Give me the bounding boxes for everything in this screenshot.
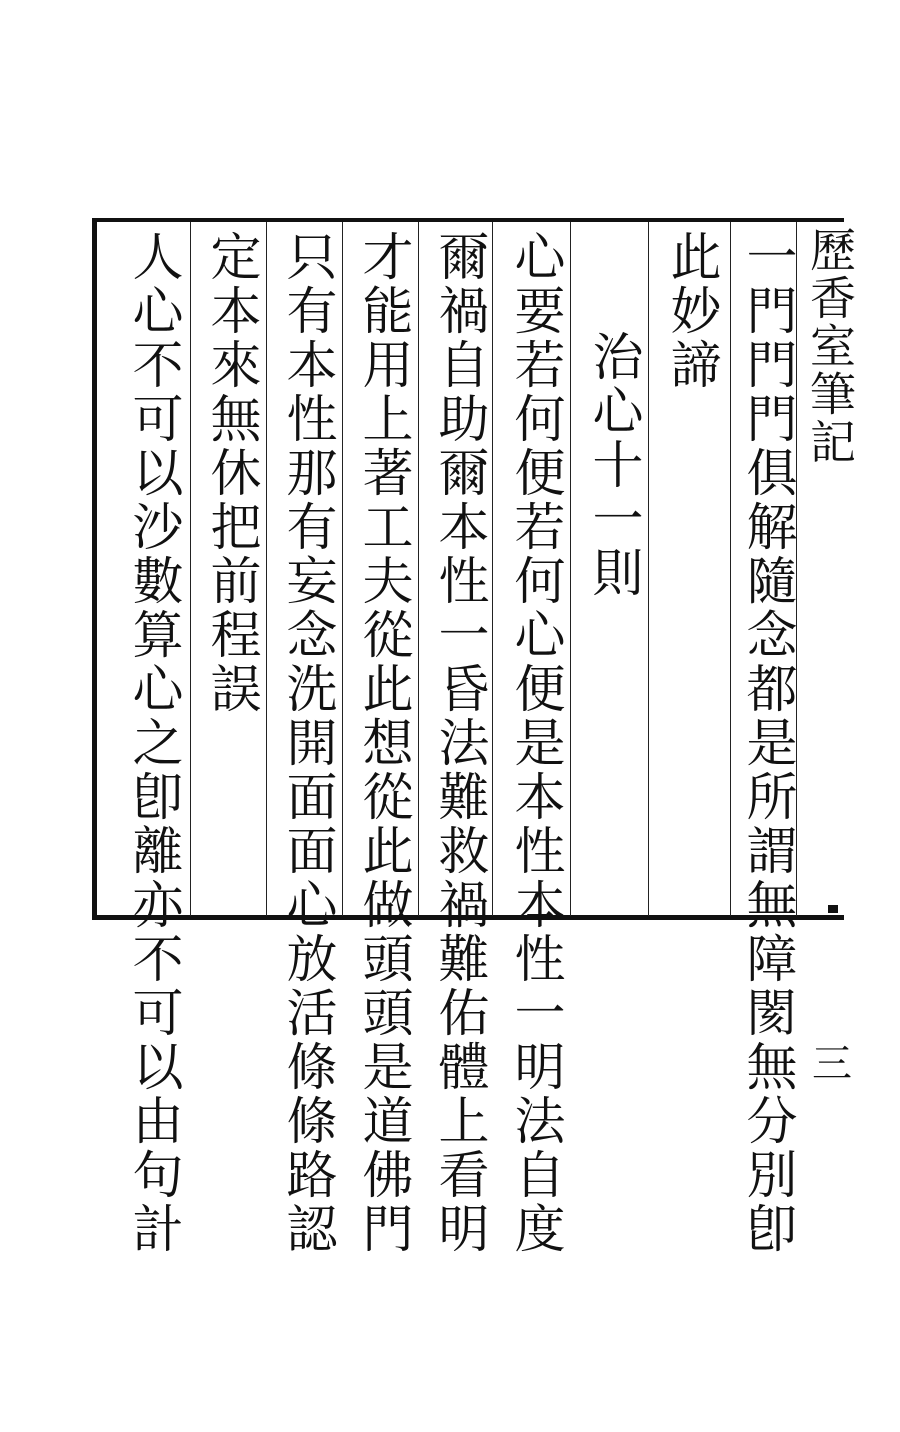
text-column-4: 爾禍自助爾本性一昏法難救禍難佑體上看明 [429,230,488,1256]
folio-mark: 三 [812,1041,852,1087]
text-column-3: 心要若何便若何心便是本性本性一明法自度 [505,230,564,1256]
column-rule [266,222,267,916]
column-rule [730,222,731,916]
text-column-1: 一門門門俱解隨念都是所謂無障閡無分別卽 [737,230,796,1256]
text-column-7: 定本來無休把前程誤 [201,230,260,716]
text-column-6: 只有本性那有妄念洗開面面心放活條條路認 [277,230,336,1256]
section-heading: 治心十一則 [583,330,642,600]
text-column-2: 此妙諦 [661,230,720,392]
column-rule [418,222,419,916]
column-rule [796,222,797,916]
column-rule [648,222,649,916]
corner-mark [828,905,838,913]
column-rule [570,222,571,916]
text-column-8: 人心不可以沙數算心之卽離亦不可以由句計 [123,230,182,1256]
column-rule [492,222,493,916]
column-rule [190,222,191,916]
column-rule [342,222,343,916]
text-column-5: 才能用上著工夫從此想從此做頭頭是道佛門 [353,230,412,1256]
margin-book-title: 歷香室筆記 [803,226,857,466]
